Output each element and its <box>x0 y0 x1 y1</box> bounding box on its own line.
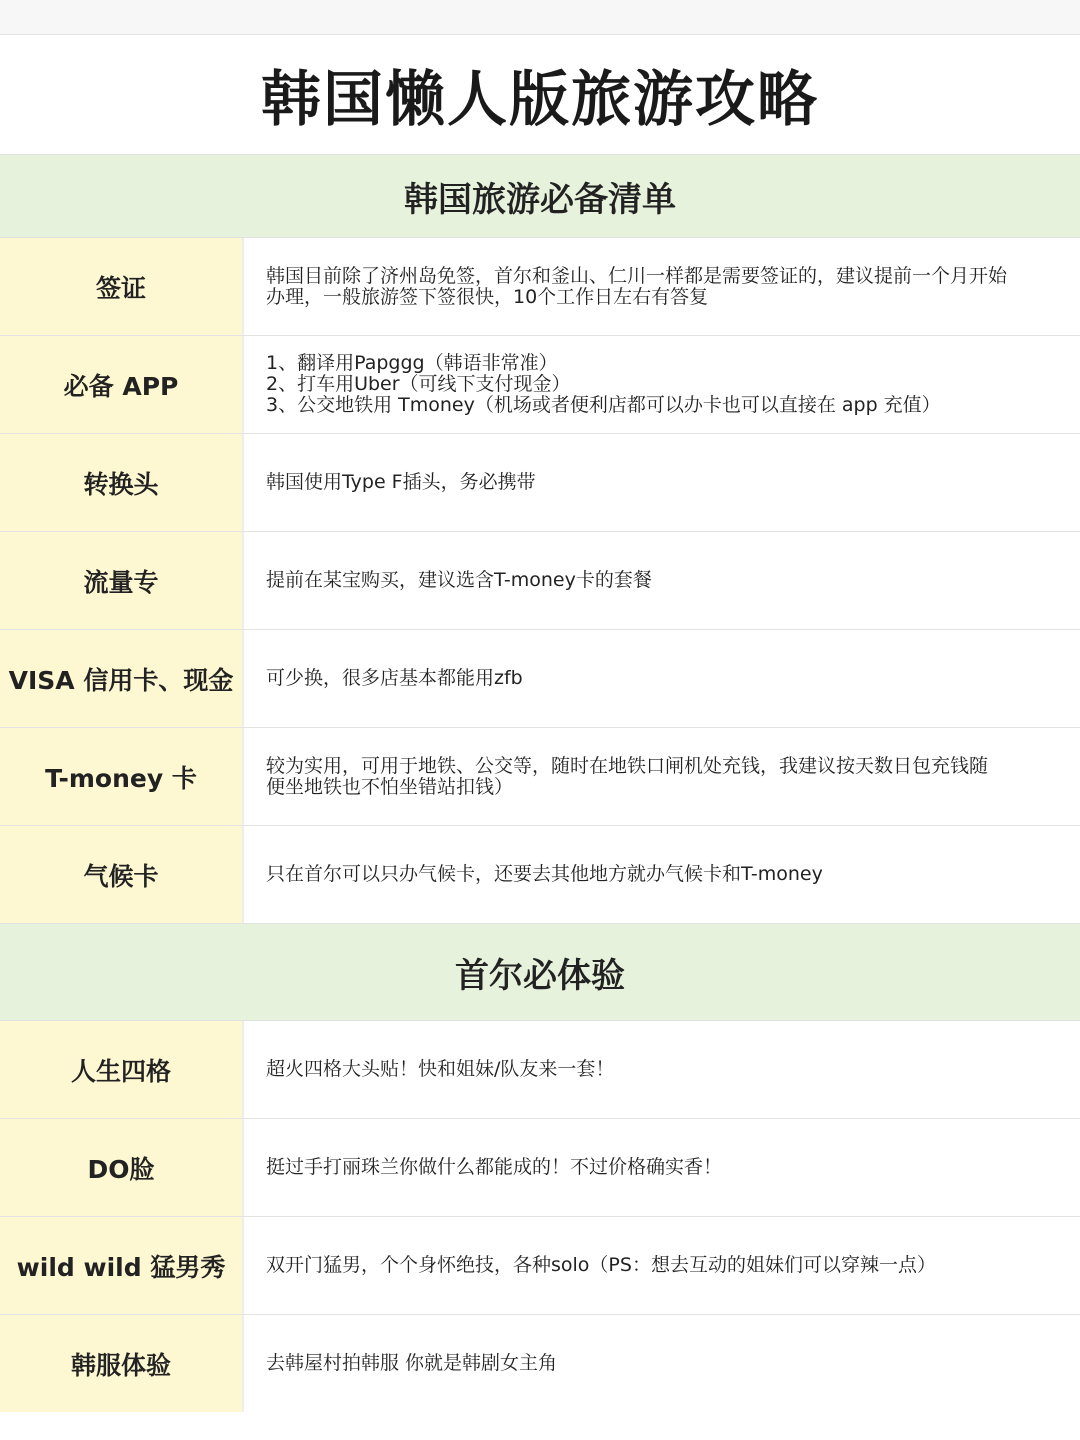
row-label: 转换头 <box>83 469 159 499</box>
row-description-line: 较为实用，可用于地铁、公交等，随时在地铁口闸机处充钱，我建议按天数日包充钱随 <box>266 754 989 777</box>
row-description-line: 2、打车用Uber（可线下支付现金） <box>266 373 571 395</box>
row-description-cell <box>244 532 1080 629</box>
table-row <box>0 532 1080 630</box>
table-row <box>0 630 1080 728</box>
row-description-cell <box>244 1217 1080 1314</box>
row-description-cell <box>244 630 1080 727</box>
row-label-cell <box>0 434 244 531</box>
row-label-cell <box>0 1217 244 1314</box>
row-label-cell <box>0 826 244 923</box>
table-row <box>0 434 1080 532</box>
row-description-line: 提前在某宝购买，建议选含T-money卡的套餐 <box>266 569 652 591</box>
bottom-margin-band <box>0 1412 1080 1440</box>
row-label: 韩服体验 <box>70 1350 171 1380</box>
row-description-cell <box>244 826 1080 923</box>
table-row <box>0 826 1080 924</box>
table-row <box>0 1315 1080 1413</box>
row-description-line: 双开门猛男，个个身怀绝技，各种solo（PS：想去互动的姐妹们可以穿辣一点） <box>266 1254 936 1276</box>
top-margin-band <box>0 0 1080 35</box>
row-label: T-money 卡 <box>45 763 197 793</box>
row-description-cell <box>244 434 1080 531</box>
row-description-line: 1、翻译用Papggg（韩语非常准） <box>266 352 558 374</box>
row-description-line: 去韩屋村拍韩服 你就是韩剧女主角 <box>266 1352 558 1374</box>
row-label: 流量专 <box>83 567 159 597</box>
row-description-line: 挺过手打丽珠兰你做什么都能成的！不过价格确实香！ <box>266 1156 723 1178</box>
row-description-cell <box>244 238 1080 335</box>
row-label-cell <box>0 728 244 825</box>
table-row <box>0 1119 1080 1217</box>
row-label: 气候卡 <box>83 861 159 891</box>
table-row <box>0 1217 1080 1315</box>
section-title: 首尔必体验 <box>455 955 625 996</box>
row-label-cell <box>0 238 244 335</box>
row-description-line: 可少换，很多店基本都能用zfb <box>266 667 523 689</box>
row-description-line: 便坐地铁也不怕坐错站扣钱） <box>266 775 514 798</box>
table-row <box>0 336 1080 434</box>
section-header-checklist <box>0 155 1080 238</box>
row-description-line: 超火四格大头贴！快和姐妹/队友来一套！ <box>266 1058 615 1080</box>
section-title: 韩国旅游必备清单 <box>404 179 676 220</box>
row-description-line: 办理，一般旅游签下签很快，10个工作日左右有答复 <box>266 285 709 308</box>
row-label: VISA 信用卡、现金 <box>8 665 234 695</box>
row-description-line: 韩国使用Type F插头，务必携带 <box>266 471 536 493</box>
row-label: 必备 APP <box>63 371 179 401</box>
row-label-cell <box>0 1315 244 1412</box>
row-label-cell <box>0 630 244 727</box>
row-description-line: 韩国目前除了济州岛免签，首尔和釜山、仁川一样都是需要签证的，建议提前一个月开始 <box>266 264 1008 287</box>
row-description-cell <box>244 1021 1080 1118</box>
row-description-cell <box>244 728 1080 825</box>
table-row <box>0 728 1080 826</box>
row-description-cell <box>244 1119 1080 1216</box>
row-description-cell <box>244 336 1080 433</box>
row-label-cell <box>0 532 244 629</box>
row-label-cell <box>0 1119 244 1216</box>
row-label-cell <box>0 336 244 433</box>
row-label: DO脸 <box>87 1154 155 1184</box>
section-header-seoul <box>0 924 1080 1021</box>
row-label: 签证 <box>95 273 146 303</box>
row-label: wild wild 猛男秀 <box>16 1252 226 1282</box>
row-label-cell <box>0 1021 244 1118</box>
page-title: 韩国懒人版旅游攻略 <box>261 64 819 135</box>
table-row <box>0 238 1080 336</box>
row-description-cell <box>244 1315 1080 1412</box>
row-description-line: 只在首尔可以只办气候卡，还要去其他地方就办气候卡和T-money <box>266 863 823 885</box>
row-description-line: 3、公交地铁用 Tmoney（机场或者便利店都可以办卡也可以直接在 app 充值） <box>266 394 941 416</box>
title-row <box>0 35 1080 155</box>
row-label: 人生四格 <box>70 1056 171 1086</box>
table-row <box>0 1021 1080 1119</box>
